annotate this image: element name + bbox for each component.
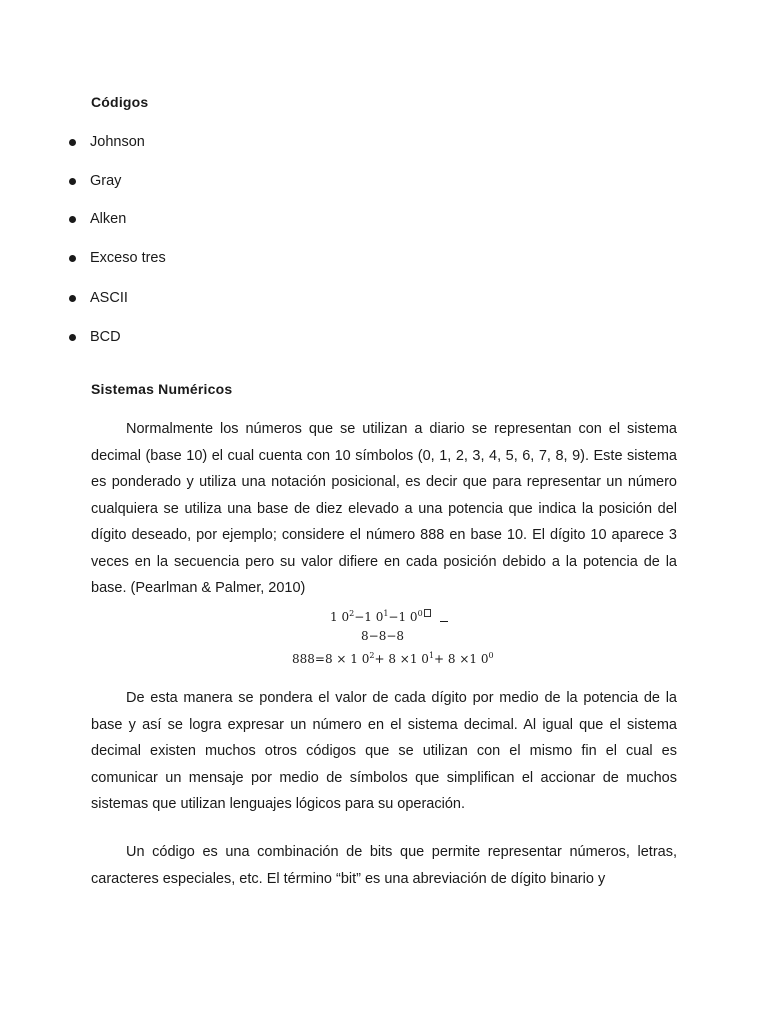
equation-dash (440, 621, 448, 622)
list-item-label: ASCII (90, 290, 128, 306)
list-item (0, 288, 400, 308)
bullet-icon (69, 295, 76, 302)
missing-glyph-box (424, 609, 431, 617)
list-item-label: Exceso tres (90, 250, 166, 266)
bullet-icon (69, 255, 76, 262)
bullet-icon (69, 334, 76, 341)
equation-line-1: 1 $0^2-1$ $0^1-1$ $0^0$ (330, 609, 431, 625)
numeric-systems-heading: Sistemas Numéricos (91, 381, 233, 397)
list-item-label: Johnson (90, 134, 145, 150)
codes-heading: Códigos (91, 94, 149, 110)
list-item (0, 171, 400, 191)
list-item (0, 327, 400, 347)
equation-line-2: 8−8−8 (361, 629, 405, 643)
list-item (0, 248, 400, 268)
list-item (0, 132, 400, 152)
bullet-icon (69, 178, 76, 185)
list-item (0, 209, 400, 229)
list-item-label: Gray (90, 173, 122, 189)
bullet-icon (69, 139, 76, 146)
paragraph: Normalmente los números que se utilizan a diario se representan con el sistema decimal (base 10) el cual cuenta con 10 símbolos (0, 1, 2, 3, 4, 5, 6, 7, 8, 9). Este sistema es ponderado y utiliza una notación posicional, es decir que para representar un número cualquiera se utiliza una base de diez elevado a una potencia que indica la posición del dígito deseado, por ejemplo; considere el número 888 en base 10. El dígito 10 aparece 3 veces en la secuencia pero su valor difiere en cada posición debido a la potencia de la base. (Pearlman & Palmer, 2010) (91, 421, 677, 596)
paragraph: Un código es una combinación de bits que permite representar números, letras, caracteres especiales, etc. El término “bit” es una abreviación de dígito binario y (91, 844, 677, 887)
equation-line-3: 888=8 × 1 $0^2+ 8 \times 1$ $0^1+ 8 \times 1$ $0^0$ (292, 651, 494, 666)
list-item-label: Alken (90, 211, 127, 227)
paragraph: De esta manera se pondera el valor de cada dígito por medio de la potencia de la base y así se logra expresar un número en el sistema decimal. Al igual que el sistema decimal existen muchos otros códigos que se utilizan con el mismo fin el cual es comunicar un mensaje por medio de símbolos que simplifican el accionar de muchos sistemas que utilizan lenguajes lógicos para su operación. (91, 690, 677, 812)
list-item-label: BCD (90, 329, 121, 345)
bullet-icon (69, 216, 76, 223)
